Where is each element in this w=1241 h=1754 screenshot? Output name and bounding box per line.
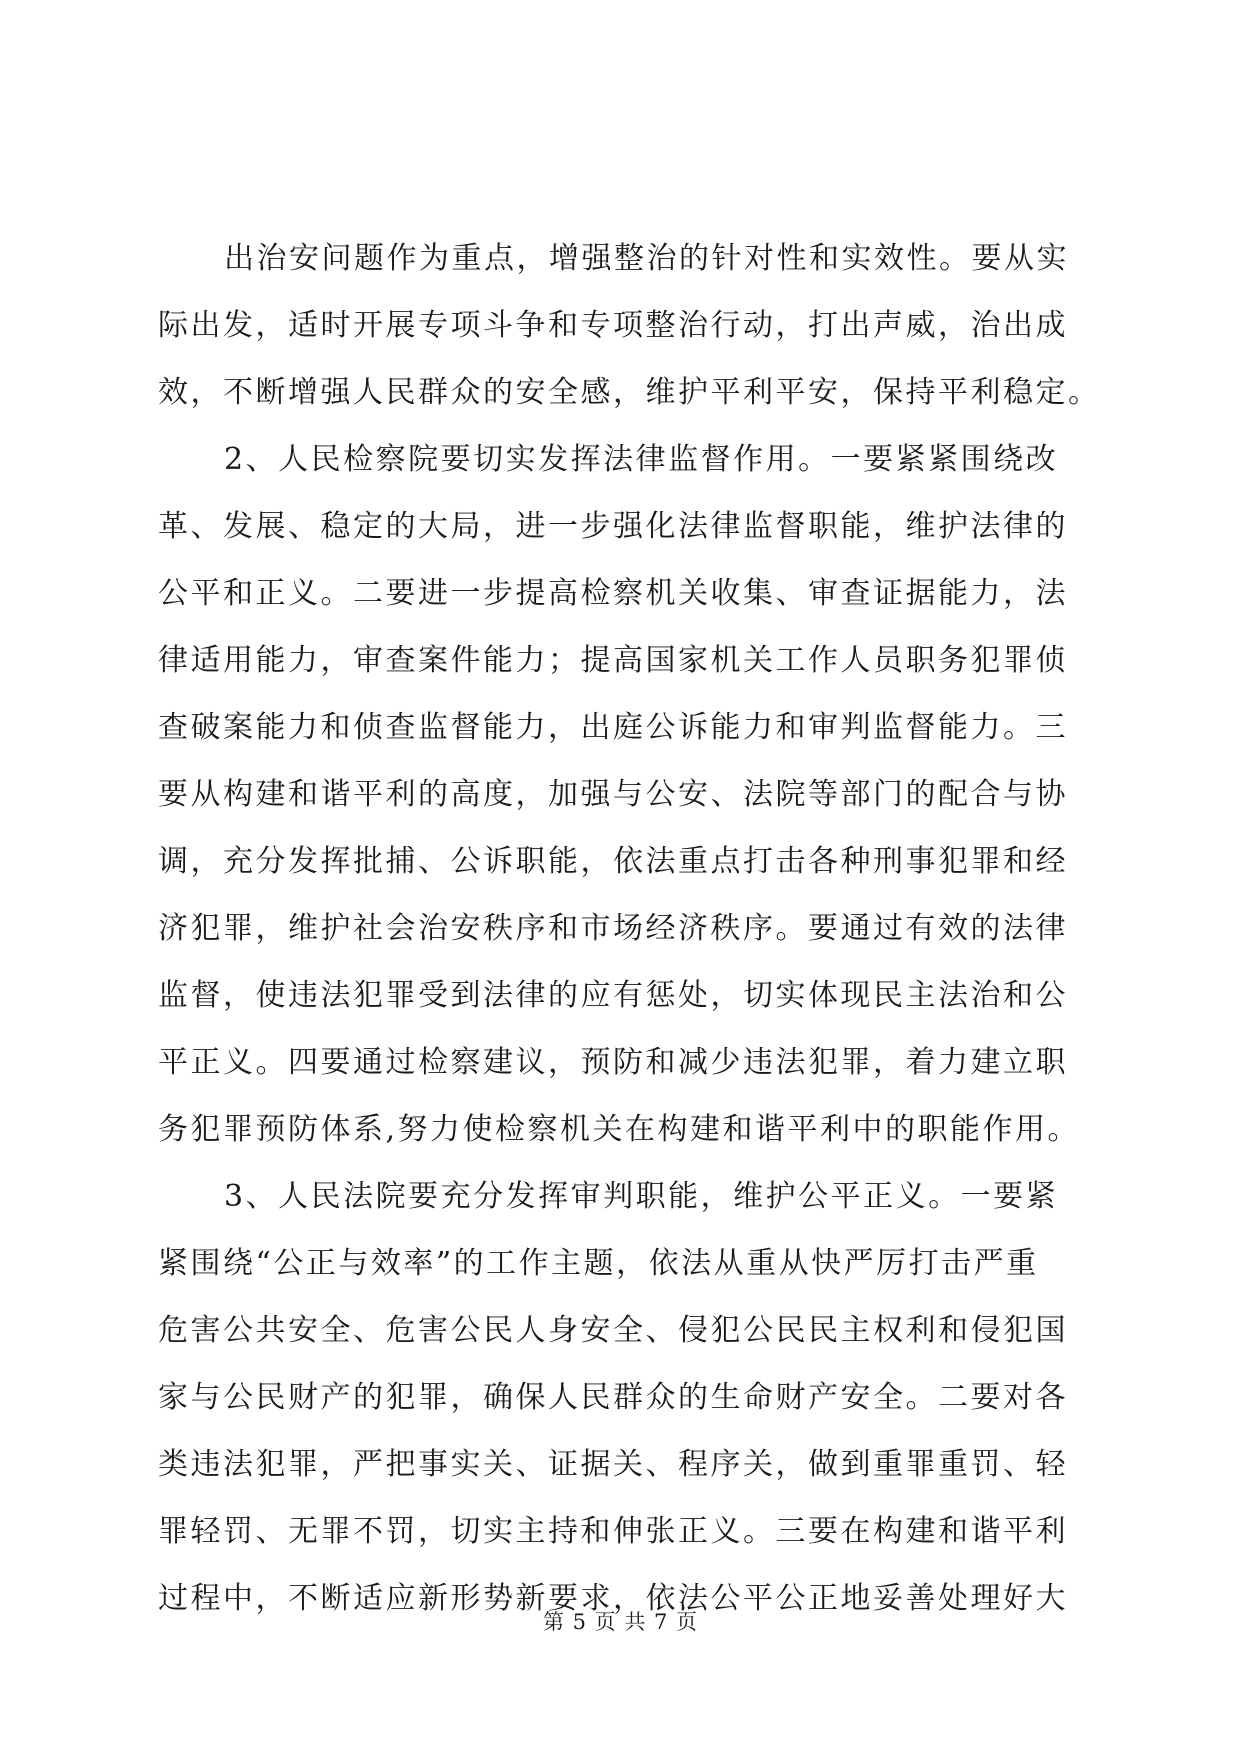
text-line: 类违法犯罪，严把事实关、证据关、程序关，做到重罪重罚、轻 [158, 1447, 1068, 1482]
text-line: 效，不断增强人民群众的安全感，维护平利平安，保持平利稳定。 [158, 375, 1101, 410]
text-line: 3、人民法院要充分发挥审判职能，维护公平正义。一要紧 [224, 1179, 1059, 1214]
text-line: 罪轻罚、无罪不罚，切实主持和伸张正义。三要在构建和谐平利 [158, 1514, 1068, 1549]
text-line: 出治安问题作为重点，增强整治的针对性和实效性。要从实 [224, 241, 1069, 276]
text-line: 公平和正义。二要进一步提高检察机关收集、审查证据能力，法 [158, 576, 1068, 611]
text-line: 过程中，不断适应新形势新要求，依法公平公正地妥善处理好大 [158, 1581, 1068, 1616]
text-line: 查破案能力和侦查监督能力，出庭公诉能力和审判监督能力。三 [158, 710, 1068, 745]
text-line: 律适用能力，审查案件能力；提高国家机关工作人员职务犯罪侦 [158, 643, 1068, 678]
text-line: 家与公民财产的犯罪，确保人民群众的生命财产安全。二要对各 [158, 1380, 1068, 1415]
text-line: 革、发展、稳定的大局，进一步强化法律监督职能，维护法律的 [158, 509, 1068, 544]
text-line: 危害公共安全、危害公民人身安全、侵犯公民民主权利和侵犯国 [158, 1313, 1068, 1348]
text-line: 务犯罪预防体系,努力使检察机关在构建和谐平利中的职能作用。 [158, 1112, 1081, 1147]
text-line: 2、人民检察院要切实发挥法律监督作用。一要紧紧围绕改 [224, 442, 1059, 477]
text-line: 要从构建和谐平利的高度，加强与公安、法院等部门的配合与协 [158, 777, 1068, 812]
body-text [158, 225, 1101, 1632]
text-line: 监督，使违法犯罪受到法律的应有惩处，切实体现民主法治和公 [158, 978, 1068, 1013]
text-line: 济犯罪，维护社会治安秩序和市场经济秩序。要通过有效的法律 [158, 911, 1068, 946]
text-line: 平正义。四要通过检察建议，预防和减少违法犯罪，着力建立职 [158, 1045, 1068, 1080]
text-line: 际出发，适时开展专项斗争和专项整治行动，打出声威，治出成 [158, 308, 1068, 343]
text-line: 紧围绕“公正与效率”的工作主题，依法从重从快严厉打击严重 [158, 1246, 1039, 1281]
page-number-footer: 第 5 页 共 7 页 [542, 1610, 699, 1634]
text-line: 调，充分发挥批捕、公诉职能，依法重点打击各种刑事犯罪和经 [158, 844, 1068, 879]
